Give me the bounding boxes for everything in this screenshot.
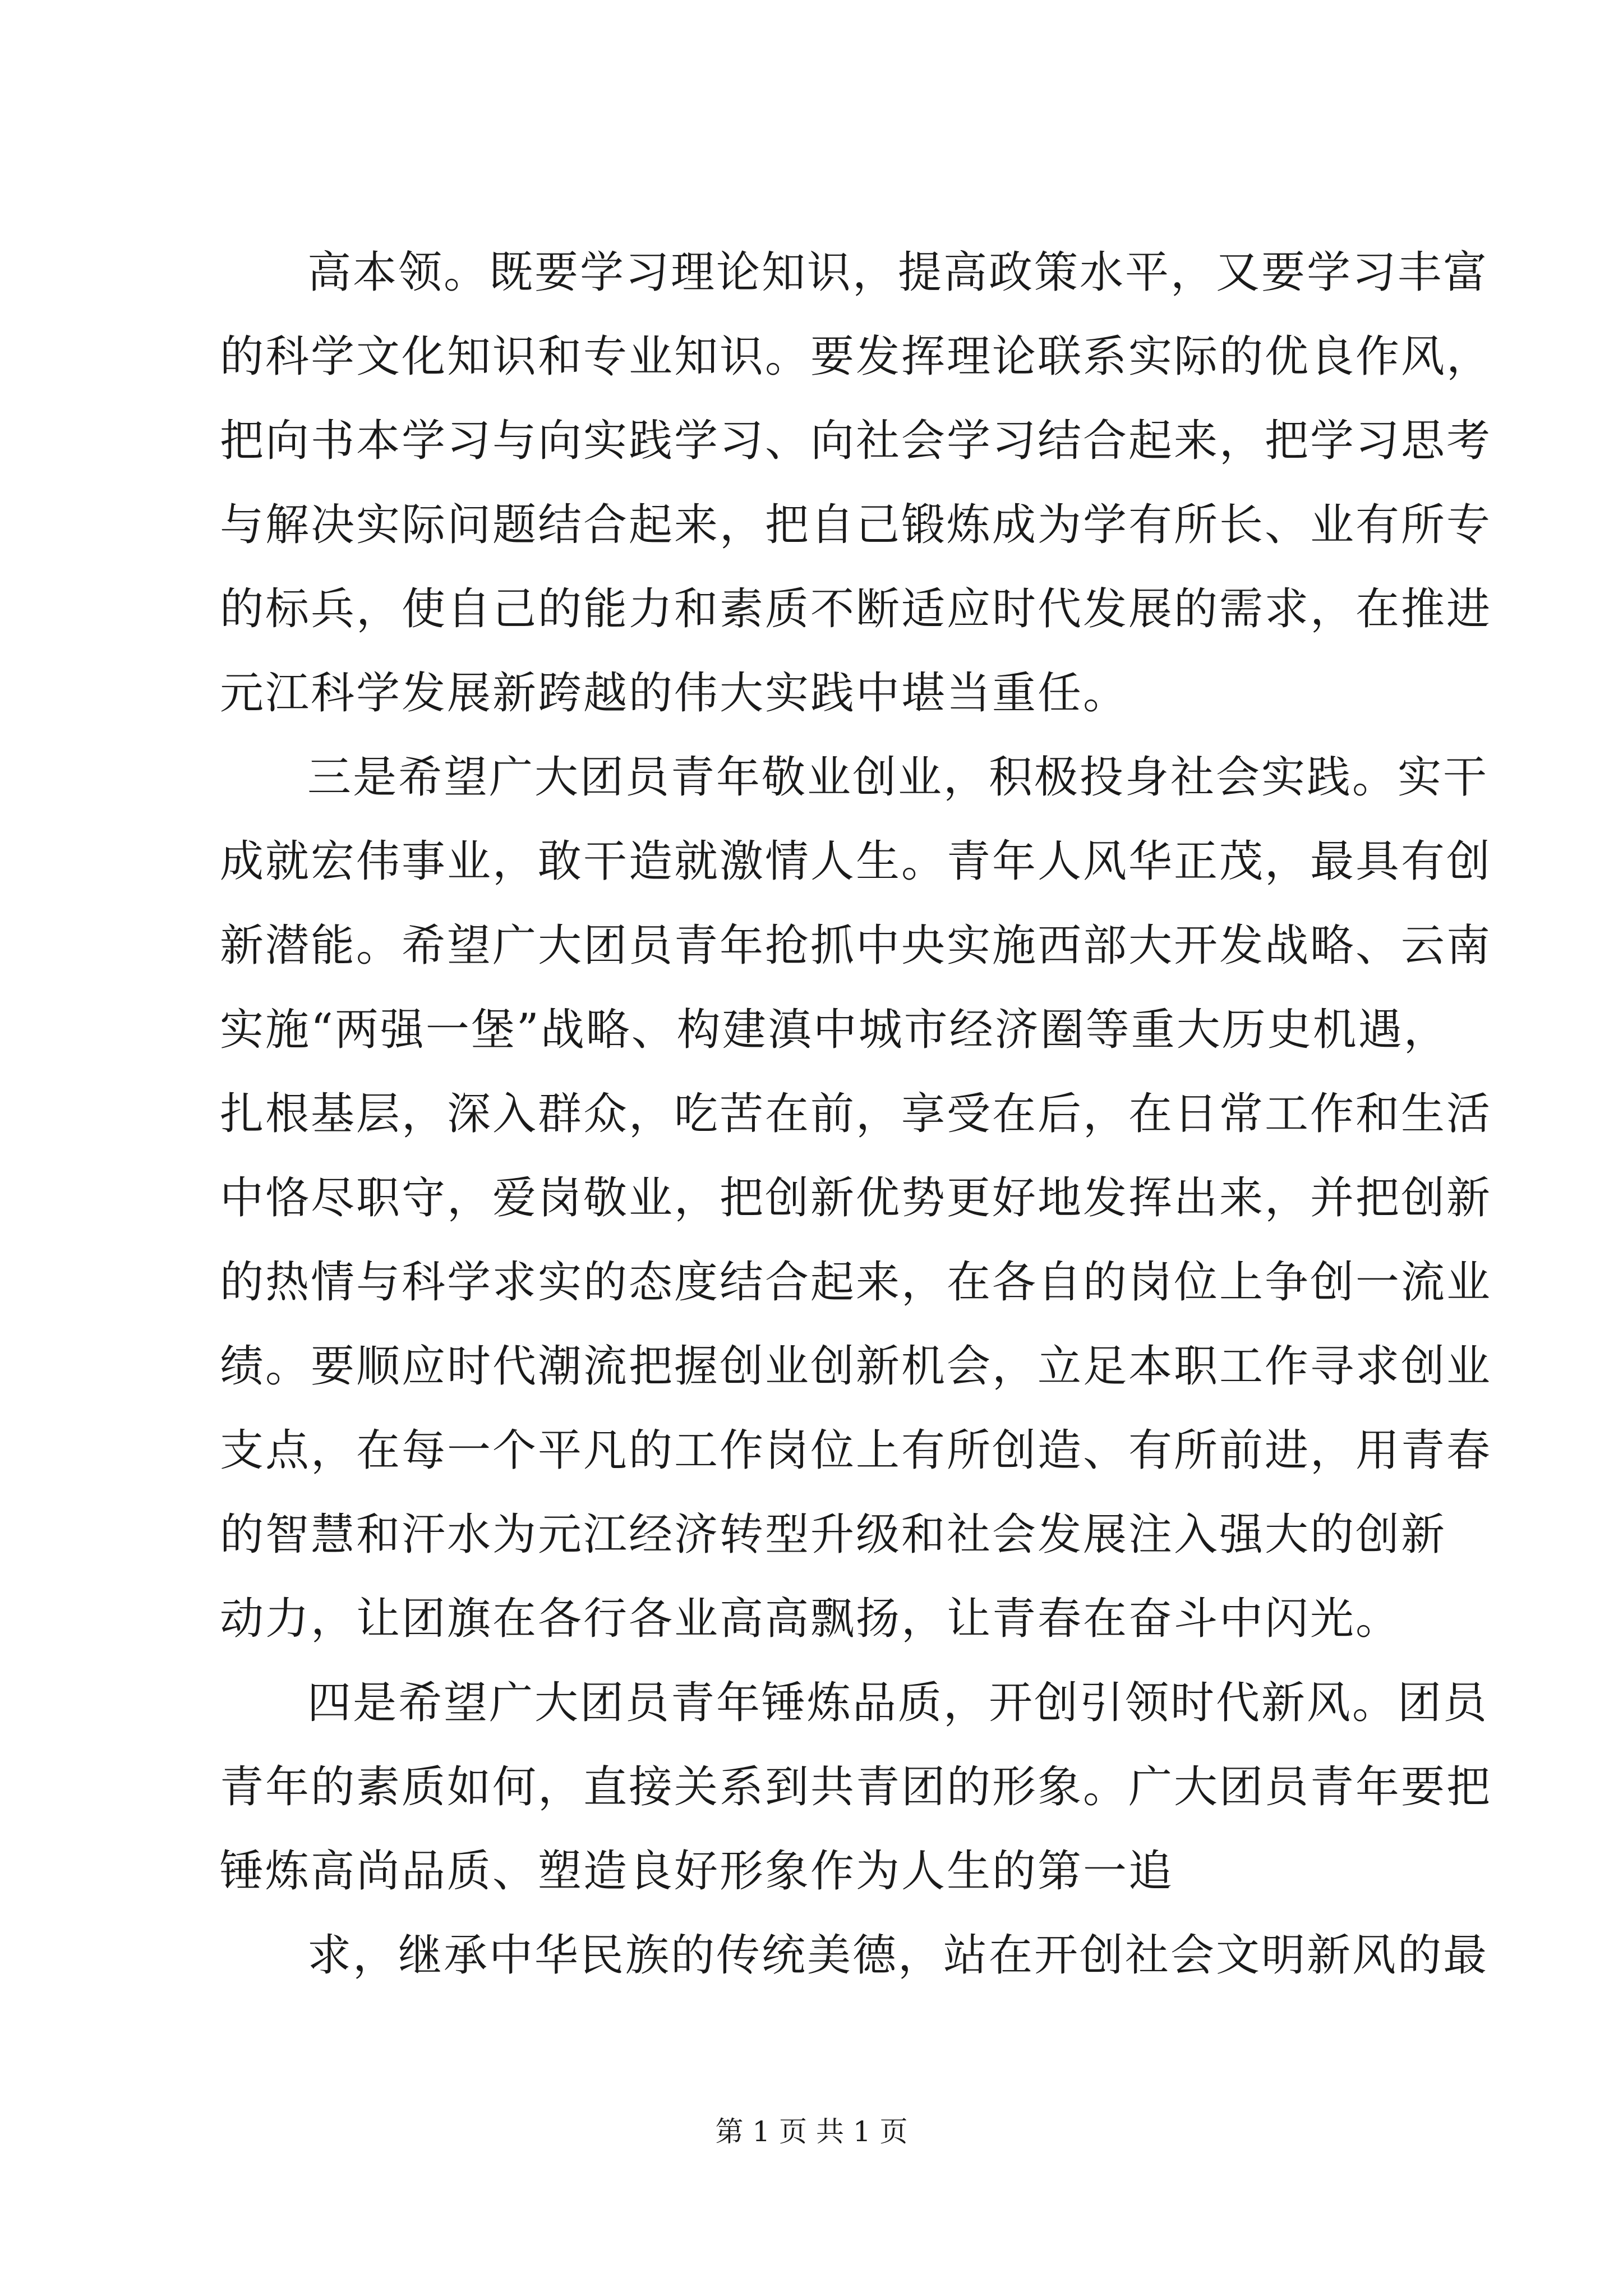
text-line: 把向书本学习与向实践学习、向社会学习结合起来，把学习思考: [220, 416, 1492, 466]
text-line: 成就宏伟事业，敢干造就激情人生。青年人风华正茂，最具有创: [220, 836, 1492, 887]
page-footer: 第 1 页 共 1 页: [715, 2115, 908, 2148]
text-line: 四是希望广大团员青年锤炼品质，开创引领时代新风。团员: [307, 1678, 1489, 1728]
text-line: 实施“两强一堡”战略、构建滇中城市经济圈等重大历史机遇，: [220, 1005, 1449, 1055]
text-line: 的智慧和汗水为元江经济转型升级和社会发展注入强大的创新: [220, 1510, 1447, 1560]
text-line: 绩。要顺应时代潮流把握创业创新机会，立足本职工作寻求创业: [220, 1341, 1492, 1392]
text-line: 的标兵，使自己的能力和素质不断适应时代发展的需求，在推进: [220, 584, 1492, 634]
text-line: 扎根基层，深入群众，吃苦在前，享受在后，在日常工作和生活: [220, 1089, 1492, 1139]
text-line: 元江科学发展新跨越的伟大实践中堪当重任。: [220, 668, 1129, 719]
text-line: 动力，让团旗在各行各业高高飘扬，让青春在奋斗中闪光。: [220, 1594, 1401, 1644]
text-line: 青年的素质如何，直接关系到共青团的形象。广大团员青年要把: [220, 1762, 1492, 1812]
text-line: 高本领。既要学习理论知识，提高政策水平，又要学习丰富: [307, 247, 1489, 298]
text-line: 中恪尽职守，爱岗敬业，把创新优势更好地发挥出来，并把创新: [220, 1173, 1492, 1223]
text-line: 的热情与科学求实的态度结合起来，在各自的岗位上争创一流业: [220, 1257, 1492, 1308]
text-line: 锤炼高尚品质、塑造良好形象作为人生的第一追: [220, 1846, 1174, 1897]
text-line: 支点，在每一个平凡的工作岗位上有所创造、有所前进，用青春: [220, 1425, 1492, 1476]
text-line: 新潜能。希望广大团员青年抢抓中央实施西部大开发战略、云南: [220, 921, 1492, 971]
text-line: 求，继承中华民族的传统美德，站在开创社会文明新风的最: [307, 1930, 1489, 1981]
text-line: 的科学文化知识和专业知识。要发挥理论联系实际的优良作风，: [220, 332, 1492, 382]
text-line: 与解决实际问题结合起来，把自己锻炼成为学有所长、业有所专: [220, 500, 1492, 550]
text-line: 三是希望广大团员青年敬业创业，积极投身社会实践。实干: [307, 752, 1489, 803]
